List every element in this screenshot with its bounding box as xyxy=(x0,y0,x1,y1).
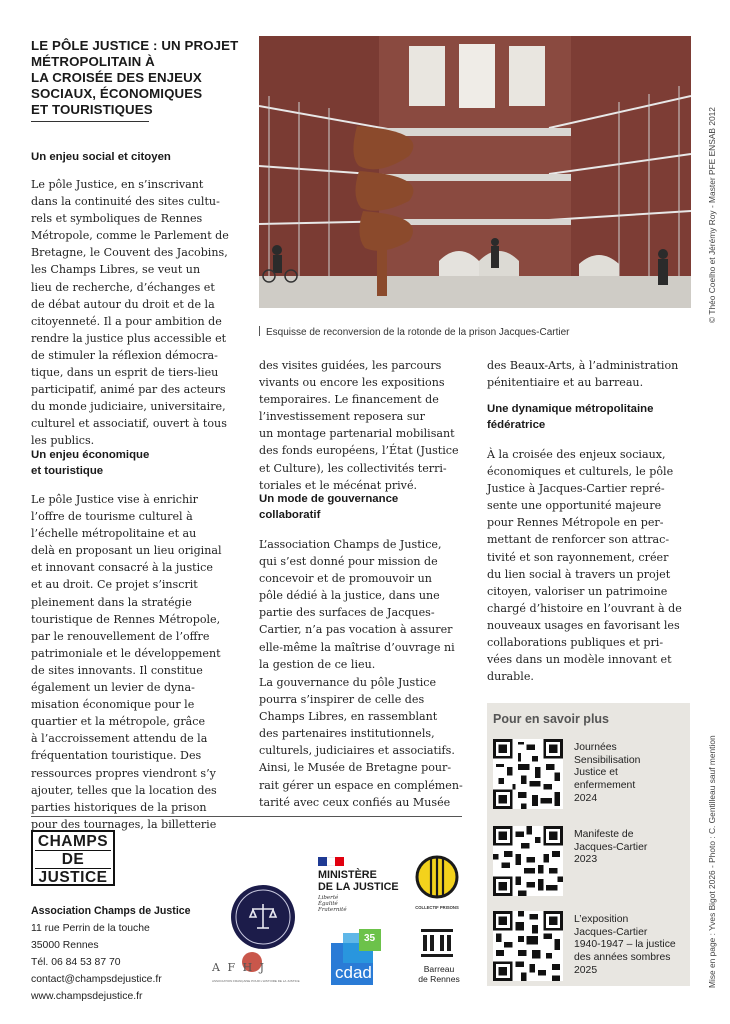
text-line: A F H J xyxy=(212,961,267,974)
info-item-label xyxy=(574,914,688,978)
section-body-col3-intro xyxy=(487,357,697,391)
text-line: participatif, animé par des acteurs xyxy=(31,383,226,397)
text-line: de sites innovants. Il constitue xyxy=(31,663,203,677)
text-line: par le renouvellement de l’offre xyxy=(31,629,210,643)
text-line: et innovant consacré à la justice xyxy=(31,561,213,575)
info-item-journees[interactable] xyxy=(493,739,688,815)
collectif-prisons-logo xyxy=(414,854,460,910)
section-heading-economic xyxy=(31,448,149,479)
text-line: parties historiques de la prison xyxy=(31,800,207,814)
photo-credit: © Théo Coelho et Jérémy Roy - Master PFE ENSAB 2012 xyxy=(707,107,717,323)
text-line: durable. xyxy=(487,670,534,684)
qr-code-icon[interactable] xyxy=(493,826,563,896)
text-line: tique, dans un esprit de tiers-lieu xyxy=(31,366,219,380)
text-line: à l’accroissement attendu de la xyxy=(31,732,208,746)
text-line: Jacques-Cartier xyxy=(574,841,648,853)
footer-divider xyxy=(31,816,462,817)
text-line: COLLECTIF PRISONS xyxy=(415,905,459,910)
text-line: Fraternité xyxy=(318,907,347,914)
text-line: la gestion de ce lieu. xyxy=(259,657,376,671)
text-line: enfermement xyxy=(574,780,636,792)
text-line: JUSTICE xyxy=(38,869,108,886)
text-line: Bretagne, le Couvent des Jacobins, xyxy=(31,246,228,260)
text-line: La gouvernance du pôle Justice xyxy=(259,676,437,689)
text-line: cdad xyxy=(335,963,372,982)
image-caption xyxy=(259,326,691,338)
text-line: ajouter, telles que la location des xyxy=(31,783,217,797)
ministere-justice-logo xyxy=(318,857,408,921)
text-line: l’offre de tourisme culturel à xyxy=(31,510,193,524)
title-line: ET TOURISTIQUES xyxy=(31,102,153,117)
text-line: les publics. xyxy=(31,434,95,448)
title-line: MÉTROPOLITAIN À xyxy=(31,54,155,69)
text-line: Sensibilisation xyxy=(574,754,641,766)
text-line: CHAMPS xyxy=(37,833,109,850)
text-line: des partenaires institutionnels, xyxy=(259,727,435,741)
info-item-manifeste[interactable] xyxy=(493,826,688,902)
section-body-economic xyxy=(31,491,251,833)
association-name: Association Champs de Justice xyxy=(31,905,191,917)
text-line: vivants ou encore les expositions xyxy=(259,376,445,390)
text-line: MINISTÈRE xyxy=(318,869,377,881)
text-line: culturels, judiciaires et associatifs. xyxy=(259,744,455,758)
text-line: des années sombres xyxy=(574,952,671,964)
text-line: Journées xyxy=(574,742,617,753)
text-line: Métropole, comme le Parlement de xyxy=(31,229,229,243)
text-line: Le pôle Justice vise à enrichir xyxy=(31,493,198,506)
info-item-exposition[interactable] xyxy=(493,911,688,987)
text-line: tarité avec ceux confiés au Musée xyxy=(259,795,451,809)
text-line: Barreau xyxy=(423,964,455,974)
text-line: Le pôle Justice, en s’inscrivant xyxy=(31,178,204,191)
section-body-governance-p2 xyxy=(259,674,469,811)
rotunda-illustration xyxy=(259,36,691,308)
text-line: ressources propres viendront s’y xyxy=(31,766,216,780)
justice-seal-logo xyxy=(230,884,296,950)
text-line: fédératrice xyxy=(487,418,546,431)
phone-number: Tél. 06 84 53 87 70 xyxy=(31,957,121,968)
text-line: citoyenneté. Il a pour ambition de xyxy=(31,314,222,328)
text-line: pourra s’inspirer de celle des xyxy=(259,693,425,707)
title-divider xyxy=(31,121,149,122)
text-line: temporaires. Le financement de xyxy=(259,393,439,407)
text-line: 2023 xyxy=(574,854,598,866)
text-line: Liberté xyxy=(318,895,339,901)
text-line: patrimoniale et le développement xyxy=(31,646,221,660)
text-line: partie des surfaces de Jacques- xyxy=(259,606,435,620)
text-line: des Beaux-Arts, à l’administration xyxy=(487,359,679,372)
barreau-rennes-logo xyxy=(414,928,464,990)
info-item-label xyxy=(574,742,688,806)
text-line: tivité et son rayonnement, créer xyxy=(487,550,669,564)
text-line: mettant de renforcer son attrac- xyxy=(487,533,670,547)
website-link[interactable]: www.champsdejustice.fr xyxy=(31,991,143,1002)
text-line: chargé d’histoire en l’ouvrant à de xyxy=(487,601,682,615)
text-line: À la croisée des enjeux sociaux, xyxy=(487,448,666,461)
title-line: LE PÔLE JUSTICE : UN PROJET xyxy=(31,38,239,53)
text-line: rels et symboliques de Rennes xyxy=(31,212,203,226)
text-line: Manifeste de xyxy=(574,829,634,840)
afhj-logo xyxy=(212,957,312,991)
champs-de-justice-logo xyxy=(31,830,115,886)
qr-code-icon[interactable] xyxy=(493,911,563,981)
text-line: pleinement dans la stratégie xyxy=(31,595,192,609)
text-line: qui s’est donné pour mission de xyxy=(259,555,438,569)
text-line: toriales et le mécénat privé. xyxy=(259,478,418,492)
text-line: et Culture), les collectivités terri- xyxy=(259,461,447,475)
text-line: et touristique xyxy=(31,464,104,477)
text-line: quartier et la métropole, grâce xyxy=(31,715,206,729)
french-flag-icon xyxy=(318,857,344,866)
cdad-logo xyxy=(329,929,385,987)
page-title xyxy=(31,38,251,118)
section-heading-governance xyxy=(259,492,398,523)
text-line: pour Rennes Métropole en per- xyxy=(487,516,664,530)
qr-code-icon[interactable] xyxy=(493,739,563,809)
section-body-governance-p1 xyxy=(259,536,469,673)
section-heading-metropolitan xyxy=(487,402,653,433)
prison-rotunda-sketch-image xyxy=(259,36,691,308)
section-body-col2-intro xyxy=(259,357,469,494)
text-line: concevoir et de promouvoir un xyxy=(259,572,432,586)
text-line: elle-même la maîtrise d’ouvrage ni xyxy=(259,640,455,654)
section-body-social xyxy=(31,176,251,450)
text-line: Cartier, n’a pas vocation à assurer xyxy=(259,623,453,637)
text-line: des fonds européens, l’État (Justice xyxy=(259,444,459,458)
layout-credit: Mise en page : Yves Bigot 2026 - Photo : C. Gentilleau sauf mention xyxy=(707,735,717,988)
text-line: de Rennes xyxy=(418,974,460,984)
text-line: fréquentation touristique. Des xyxy=(31,749,202,763)
text-line: rait gérer un espace en complémen- xyxy=(259,778,463,792)
contact-email-link[interactable]: contact@champsdejustice.fr xyxy=(31,974,162,985)
text-line: 1940-1947 – la justice xyxy=(574,939,676,951)
text-line: DE LA JUSTICE xyxy=(318,881,399,893)
text-line: Champs Libres, en rassemblant xyxy=(259,710,438,724)
text-line: économiques et culturels, le pôle xyxy=(487,465,674,479)
text-line: pénitentiaire et au barreau. xyxy=(487,376,644,390)
text-line: Un enjeu économique xyxy=(31,449,150,461)
text-line: Égalité xyxy=(318,901,338,908)
text-line: L’association Champs de Justice, xyxy=(259,538,442,551)
text-line: L’exposition xyxy=(574,914,629,925)
text-line: Ainsi, le Musée de Bretagne pour- xyxy=(259,761,452,775)
text-line: rendre la justice plus accessible et xyxy=(31,331,227,345)
text-line: un montage partenarial mobilisant xyxy=(259,427,455,441)
text-line: delà en proposant un lieu original xyxy=(31,544,222,558)
address-city: 35000 Rennes xyxy=(31,940,99,951)
info-item-label xyxy=(574,829,688,867)
text-line: de stimuler la réflexion démocra- xyxy=(31,348,218,362)
text-line: des visites guidées, les parcours xyxy=(259,359,442,372)
text-line: 35 xyxy=(364,933,376,944)
text-line: touristique de Rennes Métropole, xyxy=(31,612,221,626)
title-line: SOCIAUX, ÉCONOMIQUES xyxy=(31,86,203,101)
text-line: DE xyxy=(61,851,85,868)
text-line: Justice à Jacques-Cartier repré- xyxy=(487,482,665,496)
text-line: pour des tournages, la billetterie xyxy=(31,817,217,831)
text-line: citoyen, valoriser un patrimoine xyxy=(487,584,668,598)
section-body-metropolitan xyxy=(487,446,697,685)
text-line: Jacques-Cartier xyxy=(574,926,648,938)
caption-marker xyxy=(259,326,260,336)
text-line: de débat autour du droit et de la xyxy=(31,297,215,311)
text-line: culturel et associatif, ouvert à tous xyxy=(31,417,227,431)
text-line: Justice et xyxy=(574,767,618,779)
text-line: sente une opportunité majeure xyxy=(487,499,662,513)
text-line: l’investissement reposera sur xyxy=(259,410,425,424)
text-line: Une dynamique métropolitaine xyxy=(487,403,654,415)
address-street: 11 rue Perrin de la touche xyxy=(31,923,150,934)
text-line: Un mode de gouvernance xyxy=(259,493,399,505)
text-line: également un levier de dyna- xyxy=(31,681,195,695)
text-line: les Champs Libres, se veut un xyxy=(31,263,201,277)
text-line: 2025 xyxy=(574,964,598,976)
text-line: du lien social à travers un projet xyxy=(487,567,671,581)
text-line: lieu de recherche, d’échanges et xyxy=(31,280,215,294)
text-line: pôle dédié à la justice, dans une xyxy=(259,589,440,603)
text-line: 2024 xyxy=(574,792,598,804)
caption-text: Esquisse de reconversion de la rotonde de la prison Jacques-Cartier xyxy=(266,327,570,338)
text-line: vées dans un modèle innovant et xyxy=(487,653,672,667)
text-line: et au droit. Ce projet s’inscrit xyxy=(31,578,198,592)
text-line: ASSOCIATION FRANÇAISE POUR L’HISTOIRE DE LA JUSTICE xyxy=(212,979,300,983)
info-box xyxy=(487,703,690,986)
title-line: LA CROISÉE DES ENJEUX xyxy=(31,70,202,85)
info-box-title: Pour en savoir plus xyxy=(493,712,610,726)
section-heading-social: Un enjeu social et citoyen xyxy=(31,151,171,163)
text-line: collaboratif xyxy=(259,508,321,521)
text-line: du monde judiciaire, universitaire, xyxy=(31,400,226,414)
text-line: collaborations publiques et pri- xyxy=(487,636,664,650)
text-line: nouveaux usages en favorisant les xyxy=(487,618,680,632)
text-line: l’échelle métropolitaine et au xyxy=(31,527,197,541)
text-line: dans la continuité des sites cultu- xyxy=(31,195,220,209)
text-line: misation économique pour le xyxy=(31,698,195,712)
